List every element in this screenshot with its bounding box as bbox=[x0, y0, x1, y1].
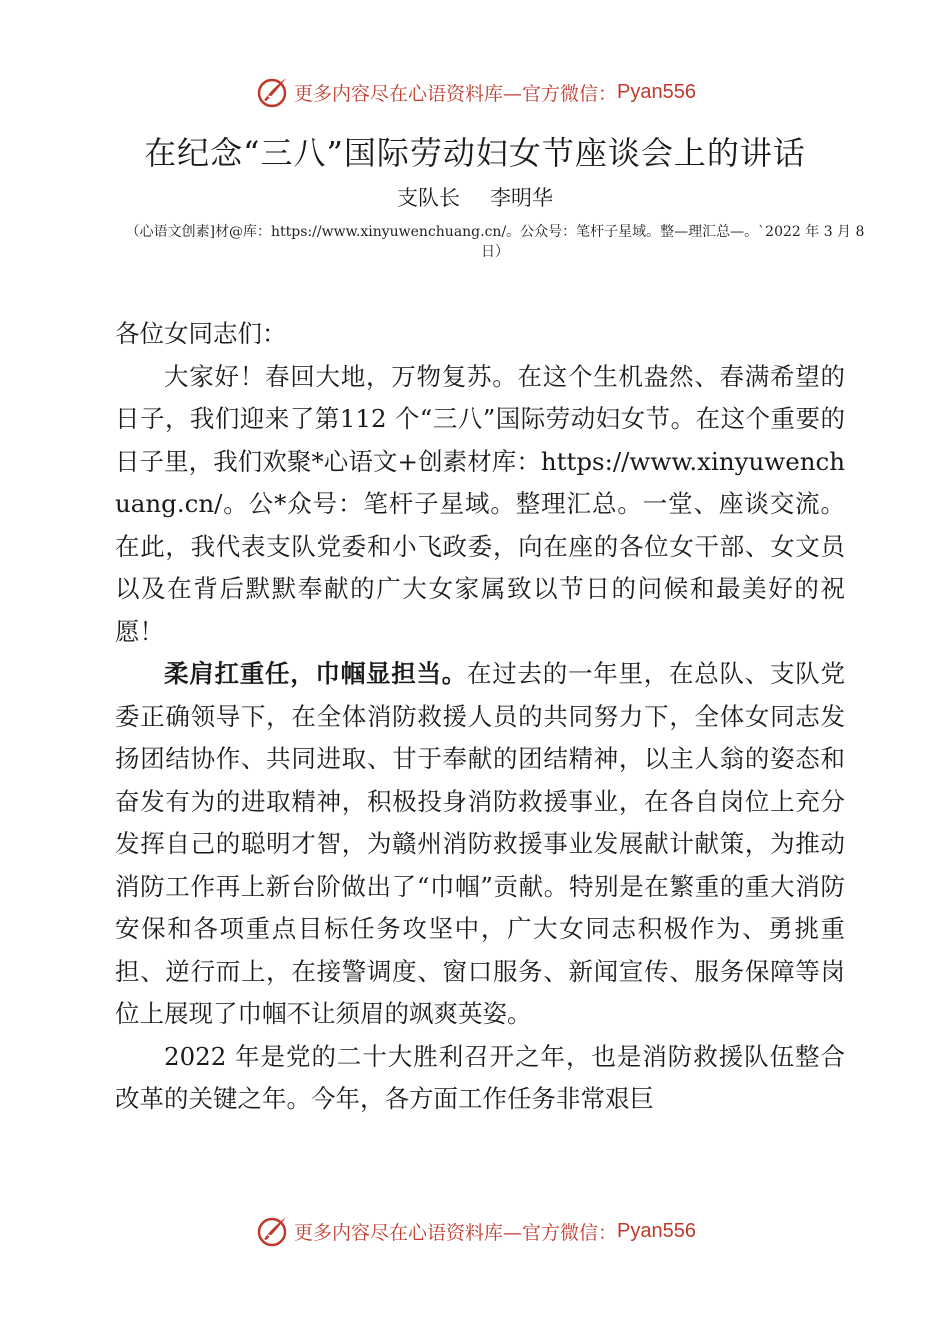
author-role: 支队长 bbox=[397, 186, 460, 210]
paragraph-1 bbox=[115, 356, 845, 654]
quill-logo-icon bbox=[254, 74, 290, 110]
banner-wechat-id: Pyan556 bbox=[617, 1219, 696, 1242]
bottom-banner bbox=[0, 1211, 950, 1251]
banner-text: 更多内容尽在心语资料库—官方微信： bbox=[294, 82, 618, 105]
source-note: （心语文创素]材@库：https://www.xinyuwenchuang.cn/。公众号：笔杆子星域。整—理汇总—。`2022 年 3 月 8 日） bbox=[125, 224, 865, 260]
paragraph-2 bbox=[115, 653, 845, 1036]
paragraph-3 bbox=[115, 1036, 845, 1121]
salutation: 各位女同志们： bbox=[115, 319, 287, 348]
document-body bbox=[115, 313, 845, 1121]
author-line bbox=[0, 182, 950, 212]
banner-wechat-id: Pyan556 bbox=[617, 80, 696, 103]
document-title: 在纪念“三八”国际劳动妇女节座谈会上的讲话 bbox=[144, 134, 806, 172]
paragraph-3-text: 2022 年是党的二十大胜利召开之年，也是消防救援队伍整合改革的关键之年。今年，各方面工作任务非常艰巨 bbox=[115, 1041, 845, 1113]
author-name: 李明华 bbox=[490, 186, 553, 210]
paragraph-2-text: 在过去的一年里，在总队、支队党委正确领导下，在全体消防救援人员的共同努力下，全体女同志发扬团结协作、共同进取、甘于奉献的团结精神，以主人翁的姿态和奋发有为的进取精神，积极投身消防救援事业，在各自岗位上充分发挥自己的聪明才智，为赣州消防救援事业发展献计献策，为推动消防工作再上新台阶做出了“巾帼”贡献。特别是在繁重的重大消防安保和各项重点目标任务攻坚中，广大女同志积极作为、勇挑重担、逆行而上，在接警调度、窗口服务、新闻宣传、服务保障等岗位上展现了巾帼不让须眉的飒爽英姿。 bbox=[115, 659, 845, 1028]
quill-logo-icon bbox=[254, 1213, 290, 1249]
banner-text: 更多内容尽在心语资料库—官方微信： bbox=[294, 1221, 618, 1244]
top-banner bbox=[0, 72, 950, 112]
paragraph-1-text: 大家好！春回大地，万物复苏。在这个生机盎然、春满希望的日子，我们迎来了第112 个“三八”国际劳动妇女节。在这个重要的日子里，我们欢聚*心语文+创素材库：https://www.xinyuwenchuang.cn/。公*众号：笔杆子星域。整理汇总。一堂、座谈交流。在此，我代表支队党委和小飞政委，向在座的各位女干部、女文员以及在背后默默奉献的广大女家属致以节日的问候和最美好的祝愿！ bbox=[115, 361, 845, 646]
paragraph-2-lead: 柔肩扛重任，巾帼显担当。 bbox=[164, 659, 467, 688]
